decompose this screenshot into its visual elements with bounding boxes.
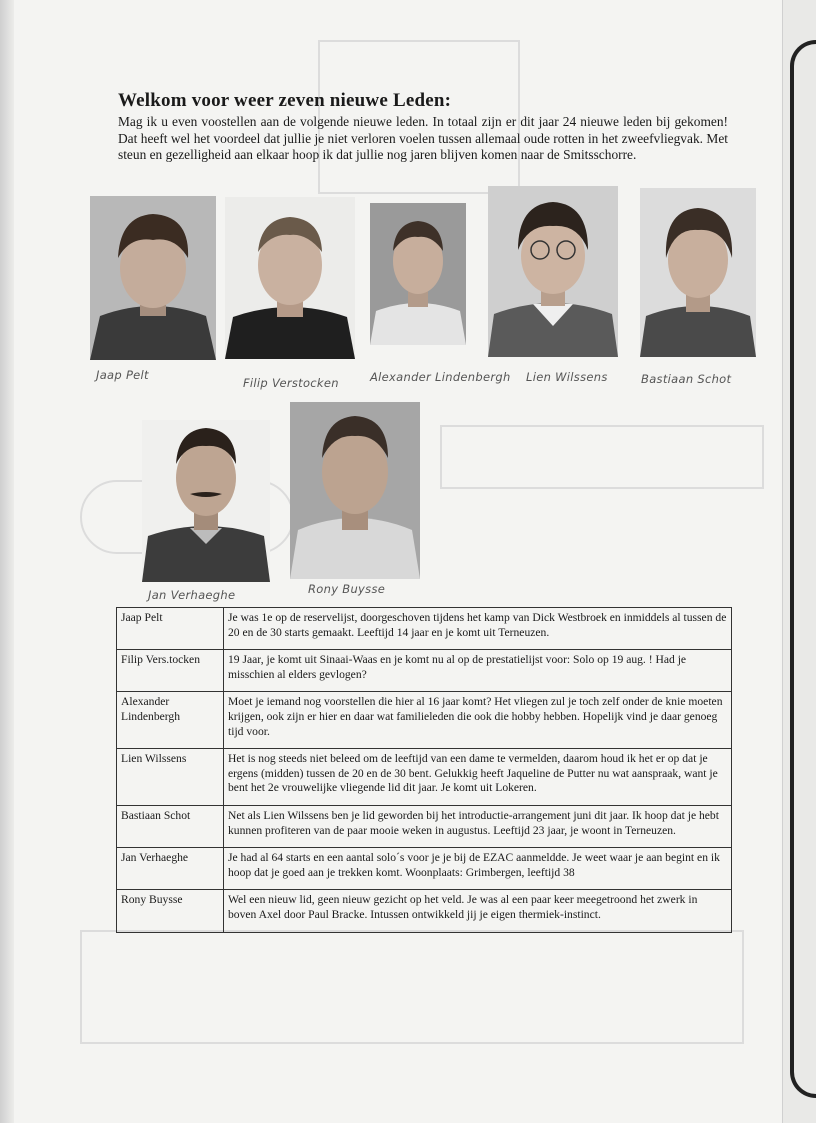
paper-edge-left [0, 0, 14, 1123]
bleed-through-text [64, 1038, 764, 1078]
portrait-jan-verhaeghe [142, 420, 270, 582]
member-name: Bastiaan Schot [117, 805, 224, 847]
article-title: Welkom voor weer zeven nieuwe Leden: [118, 90, 452, 111]
member-name: Alexander Lindenbergh [117, 692, 224, 749]
members-table [116, 607, 732, 933]
member-description: Moet je iemand nog voorstellen die hier al 16 jaar komt? Het vliegen zul je toch zelf onder de knie moeten krijgen, ook zijn er hier en daar wat familieleden die ook die hobby hebben. Hopelijk vind je daar genoeg tijd voor. [224, 692, 732, 749]
member-description: Je had al 64 starts en een aantal solo´s voor je je bij de EZAC aanmeldde. Je weet waar je aan begint en ik hoop dat je goed aan je trekken komt. Woonplaats: Grimbergen, leeftijd 38 [224, 848, 732, 890]
portrait-lien-wilssens [488, 186, 618, 357]
table-row [117, 890, 732, 932]
table-row [117, 848, 732, 890]
photo-caption: Jaap Pelt [96, 368, 149, 382]
member-photo-jaap-pelt [90, 196, 216, 360]
article-intro: Mag ik u even voostellen aan de volgende nieuwe leden. In totaal zijn er dit jaar 24 nieuwe leden bij gekomen! Dat heeft wel het voordeel dat jullie je niet verloren voelen tussen allemaal oude rotten in het zweefvliegvak. Met steun en gezelligheid aan elkaar hoop ik dat jullie nog jaren blijven komen naar de Smitsschorre. [118, 114, 728, 163]
bleed-through-box [440, 425, 764, 489]
photo-caption: Alexander Lindenbergh [370, 370, 511, 384]
member-photo-jan-verhaeghe [142, 420, 270, 582]
photo-caption: Rony Buysse [308, 582, 386, 596]
portrait-bastiaan-schot [640, 188, 756, 357]
table-row [117, 608, 732, 650]
member-description: Net als Lien Wilssens ben je lid geworden bij het introductie-arrangement juni dit jaar. Ik hoop dat je hebt kunnen profiteren van de paar mooie weken in augustus. Leeftijd 23 jaar, je woont in Terneuzen. [224, 805, 732, 847]
member-name: Filip Vers.tocken [117, 650, 224, 692]
portrait-rony-buysse [290, 402, 420, 579]
member-description: 19 Jaar, je komt uit Sinaai-Waas en je komt nu al op de prestatielijst voor: Solo op 19 aug. ! Had je misschien al elders gevlogen? [224, 650, 732, 692]
member-description: Het is nog steeds niet beleed om de leeftijd van een dame te vermelden, daarom houd ik het er op dat je ergens (midden) tussen de 20 en de 30 bent. Gelukkig heeft Jaqueline de Putter nu wat aanspraak, want je bent het 2e vrouwelijke vliegende lid dit jaar. Je komt uit Lokeren. [224, 749, 732, 806]
member-photo-lien-wilssens [488, 186, 618, 357]
photo-caption: Lien Wilssens [526, 370, 608, 384]
photo-caption: Jan Verhaeghe [148, 588, 236, 602]
member-photo-bastiaan-schot [640, 188, 756, 357]
member-description: Je was 1e op de reservelijst, doorgeschoven tijdens het kamp van Dick Westbroek en inmiddels al tussen de 20 en de 30 starts gemaakt. Leeftijd 14 jaar en je komt uit Terneuzen. [224, 608, 732, 650]
binder-curve [790, 40, 816, 1098]
table-row [117, 650, 732, 692]
portrait-filip-verstocken [225, 197, 355, 359]
member-name: Jan Verhaeghe [117, 848, 224, 890]
member-photo-rony-buysse [290, 402, 420, 579]
member-name: Rony Buysse [117, 890, 224, 932]
table-row [117, 805, 732, 847]
member-name: Lien Wilssens [117, 749, 224, 806]
portrait-jaap-pelt [90, 196, 216, 360]
photo-caption: Filip Verstocken [243, 376, 339, 390]
member-photo-filip-verstocken [225, 197, 355, 359]
member-name: Jaap Pelt [117, 608, 224, 650]
table-row [117, 692, 732, 749]
portrait-alexander-lindenbergh [370, 203, 466, 345]
member-description: Wel een nieuw lid, geen nieuw gezicht op het veld. Je was al een paar keer meegetroond het zwerk in boven Axel door Paul Bracke. Intussen ontwikkeld jij je eigen thermiek-instinct. [224, 890, 732, 932]
table-row [117, 749, 732, 806]
photo-caption: Bastiaan Schot [641, 372, 732, 386]
bleed-through-box [80, 930, 744, 1044]
member-photo-alexander-lindenbergh [370, 203, 466, 345]
